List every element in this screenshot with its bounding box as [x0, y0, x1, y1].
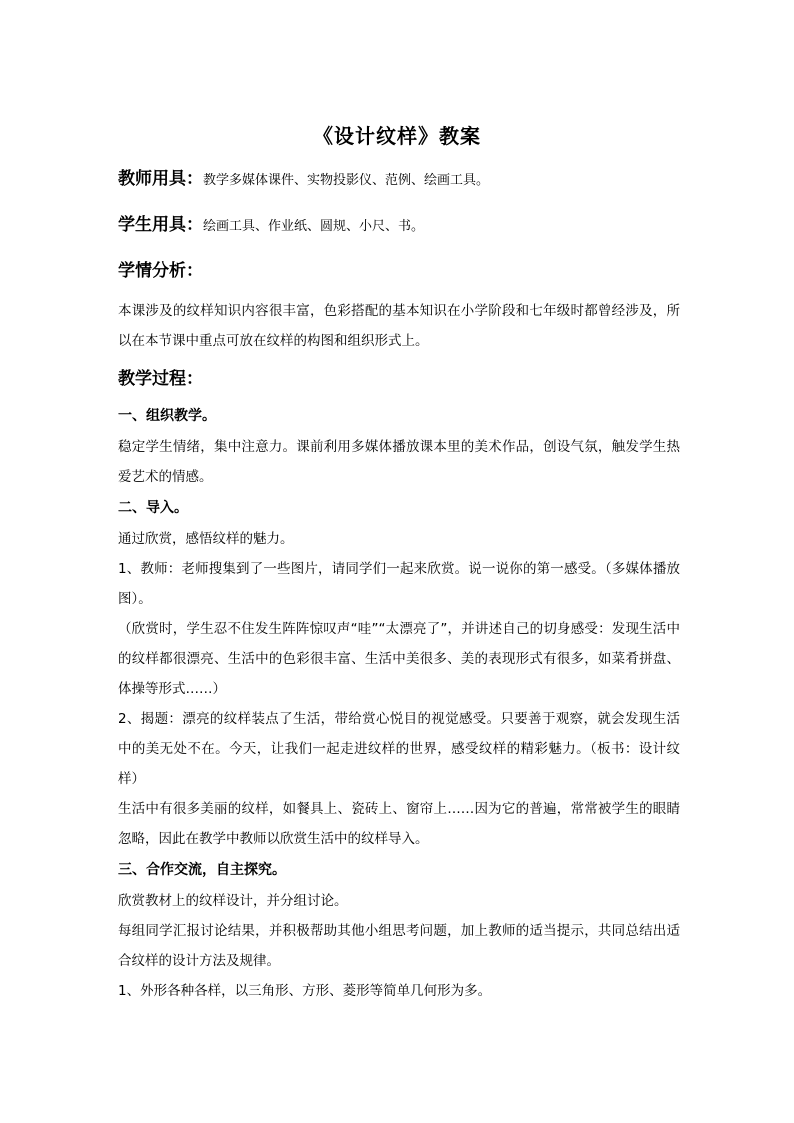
student-tools-line: [118, 210, 680, 242]
section-1-title: 一、组织教学。: [118, 408, 216, 424]
teacher-tools-line: [118, 164, 680, 196]
section-3-paragraph-1: 欣赏教材上的纹样设计，并分组讨论。: [118, 893, 348, 909]
document-title: 《设计纹样》教案: [313, 124, 481, 148]
document-body: [118, 164, 680, 1006]
section-3-paragraph-2: 每组同学汇报讨论结果，并积极帮助其他小组思考问题，加上教师的适当提示，共同总结出适合纹样的设计方法及规律。: [118, 923, 680, 969]
student-tools-label: 学生用具：: [118, 215, 203, 235]
section-2-paragraph-3: （欣赏时，学生忍不住发生阵阵惊叹声“哇”“太漂亮了”，并讲述自己的切身感受：发现生活中的纹样都很漂亮、生活中的色彩很丰富、生活中美很多、美的表现形式有很多，如菜肴拼盘、体操等形式……）: [118, 621, 680, 697]
section-3-title: 三、合作交流，自主探究。: [118, 862, 286, 878]
teacher-tools-label: 教师用具：: [118, 169, 203, 189]
section-2-paragraph-2: 1、教师：老师搜集到了一些图片，请同学们一起来欣赏。说一说你的第一感受。（多媒体播放图）。: [118, 561, 680, 607]
section-1-paragraph-1: 稳定学生情绪，集中注意力。课前利用多媒体播放课本里的美术作品，创设气氛，触发学生热爱艺术的情感。: [118, 439, 680, 485]
student-tools-text: 绘画工具、作业纸、圆规、小尺、书。: [203, 219, 425, 234]
section-2-paragraph-5: 生活中有很多美丽的纹样，如餐具上、瓷砖上、窗帘上……因为它的普遍，常常被学生的眼睛忽略，因此在教学中教师以欣赏生活中的纹样导入。: [118, 801, 680, 847]
section-2-paragraph-1: 通过欣赏，感悟纹样的魅力。: [118, 531, 294, 547]
analysis-heading: 学情分析：: [118, 261, 203, 281]
teacher-tools-text: 教学多媒体课件、实物投影仪、范例、绘画工具。: [203, 173, 490, 188]
section-2-title: 二、导入。: [118, 500, 188, 516]
section-2-paragraph-4: 2、揭题：漂亮的纹样装点了生活，带给赏心悦目的视觉感受。只要善于观察，就会发现生活中的美无处不在。今天，让我们一起走进纹样的世界，感受纹样的精彩魅力。（板书：设计纹样）: [118, 711, 680, 787]
section-3-paragraph-3: 1、外形各种各样，以三角形、方形、菱形等简单几何形为多。: [118, 983, 492, 999]
analysis-text: 本课涉及的纹样知识内容很丰富，色彩搭配的基本知识在小学阶段和七年级时都曾经涉及，所以在本节课中重点可放在纹样的构图和组织形式上。: [118, 303, 680, 349]
process-heading: 教学过程：: [118, 369, 203, 389]
